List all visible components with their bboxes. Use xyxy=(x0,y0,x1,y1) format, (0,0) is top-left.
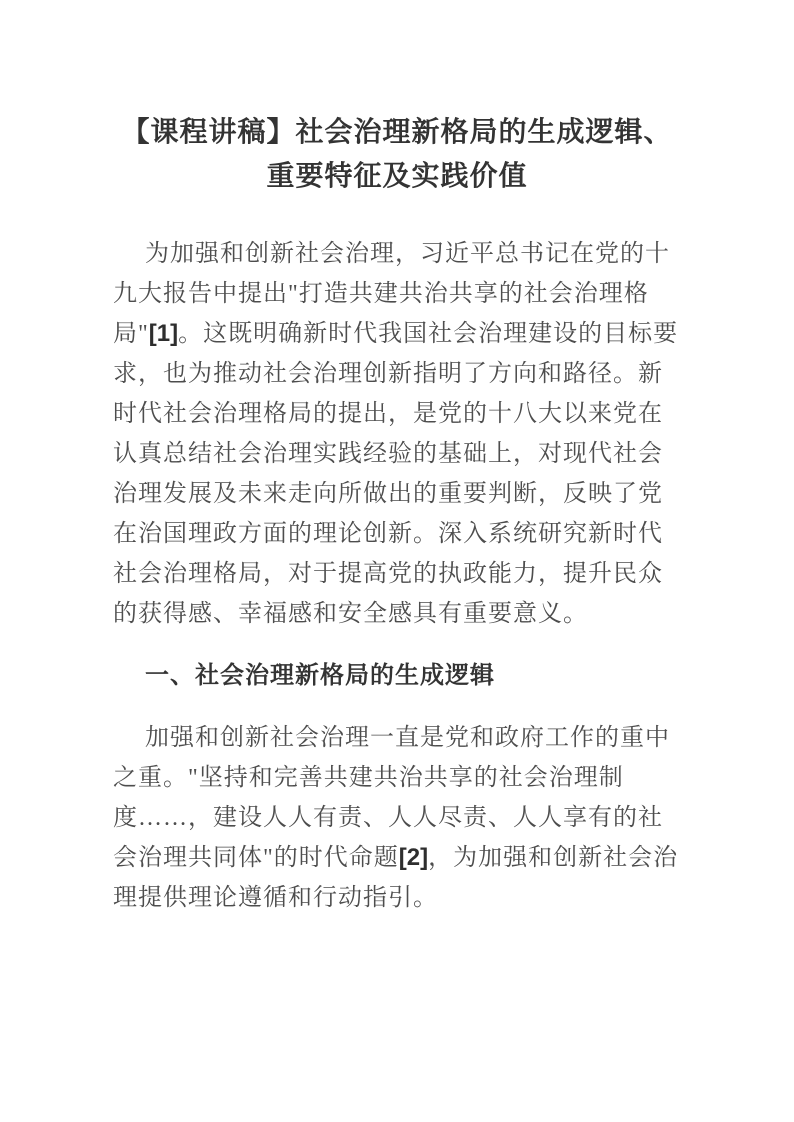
paragraph xyxy=(113,718,681,918)
paragraph-text: ，为加强和创新社会治理提供理论遵循和行动指引。 xyxy=(113,845,679,911)
section-heading: 一、社会治理新格局的生成逻辑 xyxy=(145,662,495,689)
citation-ref: [1] xyxy=(148,320,179,347)
paragraph-text: 。这既明确新时代我国社会治理建设的目标要求，也为推动社会治理创新指明了方向和路径。新时代社会治理格局的提出，是党的十八大以来党在认真总结社会治理实践经验的基础上，对现代社会治理发展及未来走向所做出的重要判断，反映了党在治国理政方面的理论创新。深入系统研究新时代社会治理格局，对于提高党的执政能力，提升民众的获得感、幸福感和安全感具有重要意义。 xyxy=(113,321,679,627)
paragraph-text: 加强和创新社会治理一直是党和政府工作的重中之重。"坚持和完善共建共治共享的社会治理制度……，建设人人有责、人人尽责、人人享有的社会治理共同体"的时代命题 xyxy=(113,725,670,871)
paragraph-text: 为加强和创新社会治理，习近平总书记在党的十九大报告中提出"打造共建共治共享的社会治理格局" xyxy=(113,241,670,347)
document-body xyxy=(113,234,681,918)
paragraph xyxy=(113,234,681,634)
document-title: 【课程讲稿】社会治理新格局的生成逻辑、重要特征及实践价值 xyxy=(121,116,673,191)
citation-ref: [2] xyxy=(398,844,429,871)
